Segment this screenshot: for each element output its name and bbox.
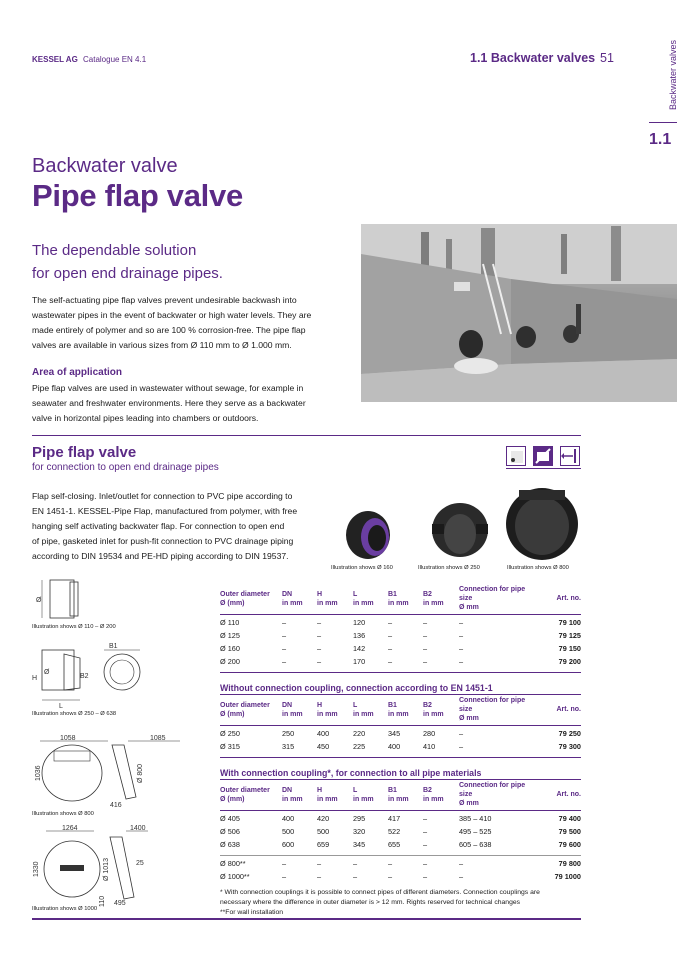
rule-line — [220, 694, 581, 695]
column-header — [459, 696, 531, 723]
table-cell: – — [282, 872, 287, 881]
table-cell: 600 — [282, 840, 295, 849]
drawing-caption-3: Illustration shows Ø 800 — [32, 811, 94, 817]
table-cell: – — [388, 644, 393, 653]
table-cell: 655 — [388, 840, 401, 849]
art-no-cell: 79 125 — [558, 631, 581, 640]
column-header-line: B1 — [388, 786, 397, 794]
table-cell: 136 — [353, 631, 366, 640]
table-header-row — [220, 781, 581, 808]
section-divider — [32, 435, 581, 436]
table-cell: – — [388, 859, 393, 868]
art-no-cell: 79 250 — [558, 729, 581, 738]
rule-line — [220, 614, 581, 615]
table-cell: 495 – 525 — [459, 827, 492, 836]
column-header-line: Connection for pipe size — [459, 782, 526, 798]
table-cell: – — [282, 618, 287, 627]
no-sewage-icon-art — [534, 447, 552, 465]
column-header-line: in mm — [388, 599, 409, 607]
dim-label: B2 — [80, 673, 89, 680]
column-header — [353, 585, 388, 612]
dim-label: Ø 800 — [137, 763, 144, 783]
intro-line: valves are available in various sizes from Ø 110 mm to Ø 1.000 mm. — [32, 340, 292, 350]
table-row — [220, 655, 581, 668]
desc-line: Flap self-closing. Inlet/outlet for connection to PVC pipe according to — [32, 491, 293, 501]
table-cell: 659 — [317, 840, 330, 849]
dim-label: B1 — [109, 643, 118, 650]
table-cell: – — [317, 872, 322, 881]
column-header — [282, 781, 317, 808]
table-cell: – — [423, 618, 428, 627]
column-header — [317, 585, 353, 612]
table-cell: 400 — [317, 729, 330, 738]
column-header-line: L — [353, 786, 358, 794]
table-cell: – — [317, 618, 322, 627]
table-cell: – — [353, 859, 358, 868]
table-footnote-row — [220, 907, 581, 917]
drawing-caption-4: Illustration shows Ø 1000 — [32, 906, 98, 912]
column-header-line: Ø (mm) — [220, 599, 245, 607]
table-cell: Ø 800** — [220, 859, 246, 868]
table-cell: 500 — [317, 827, 330, 836]
table-cell: Ø 200 — [220, 657, 240, 666]
column-header — [531, 781, 581, 808]
table-cell: Ø 160 — [220, 644, 240, 653]
column-header-line: in mm — [282, 710, 303, 718]
table-cell: 142 — [353, 644, 366, 653]
table-cell: Ø 315 — [220, 742, 240, 751]
table-cell: – — [423, 814, 428, 823]
dim-label: Ø — [44, 669, 50, 676]
column-header — [423, 781, 459, 808]
column-header-line: Ø (mm) — [220, 795, 245, 803]
column-header — [531, 696, 581, 723]
table-cell: Ø 250 — [220, 729, 240, 738]
column-header-line: H — [317, 701, 323, 709]
dim-label: 110 — [99, 895, 106, 907]
table-cell: – — [423, 657, 428, 666]
art-no-cell: 79 400 — [558, 814, 581, 823]
column-header — [282, 696, 317, 723]
column-header — [388, 585, 423, 612]
table-cell: – — [388, 872, 393, 881]
dim-label: Ø 1013 — [103, 858, 110, 881]
table-cell: 417 — [388, 814, 401, 823]
table-row — [220, 857, 581, 870]
column-header — [531, 585, 581, 612]
drawing-caption-1: Illustration shows Ø 110 – Ø 200 — [32, 624, 116, 630]
table-cell: 315 — [282, 742, 295, 751]
table-cell: – — [282, 859, 287, 868]
table-group-1 — [220, 585, 581, 917]
rule-line — [220, 810, 581, 811]
column-header-line: DN — [282, 786, 293, 794]
table-header-row — [220, 585, 581, 612]
column-header-line: in mm — [423, 795, 444, 803]
table-cell: 420 — [317, 814, 330, 823]
table-row — [220, 740, 581, 753]
table-cell: – — [317, 657, 322, 666]
column-header-line: B1 — [388, 701, 397, 709]
rule-line — [220, 725, 581, 726]
column-header — [317, 781, 353, 808]
column-header-line: Outer diameter — [220, 701, 270, 709]
column-header-line: B1 — [388, 590, 397, 598]
table-cell: – — [388, 657, 393, 666]
dim-label: 1264 — [62, 825, 78, 832]
area-heading: Area of application — [32, 367, 123, 378]
table-cell: – — [282, 631, 287, 640]
table-row — [220, 727, 581, 740]
art-no-cell: 79 200 — [558, 657, 581, 666]
title-block — [32, 155, 243, 214]
column-header-line: in mm — [353, 599, 374, 607]
product-photo-160 — [340, 505, 400, 563]
column-header-line: Connection for pipe size — [459, 697, 526, 713]
product-description — [32, 489, 332, 564]
column-header-line: Outer diameter — [220, 590, 270, 598]
table-group-title-row — [220, 673, 581, 693]
table-cell: 500 — [282, 827, 295, 836]
page-subtitle: Backwater valve — [32, 155, 178, 177]
table-footnote: * With connection couplings it is possible to connect pipes of different diameters. Connection couplings are — [220, 888, 540, 896]
table-cell: – — [317, 644, 322, 653]
wall-mount-icon-art — [561, 447, 579, 465]
dim-label: 1400 — [130, 825, 146, 832]
art-no-cell: 79 150 — [558, 644, 581, 653]
table-footnote-row — [220, 887, 581, 897]
product-tagline: for connection to open end drainage pipes — [32, 462, 219, 473]
table-cell: 605 – 638 — [459, 840, 492, 849]
column-header-line: in mm — [282, 599, 303, 607]
desc-line: EN 1451-1. KESSEL-Pipe Flap, manufactured from polymer, with free — [32, 506, 298, 516]
table-cell: Ø 506 — [220, 827, 240, 836]
column-header-line: Ø (mm) — [220, 710, 245, 718]
column-header-line: DN — [282, 701, 293, 709]
product-name: Pipe flap valve — [32, 444, 137, 461]
dim-label: 1058 — [60, 735, 76, 742]
column-header — [317, 696, 353, 723]
table-cell: – — [282, 657, 287, 666]
table-header-row — [220, 696, 581, 723]
table-cell: Ø 405 — [220, 814, 240, 823]
table-cell: – — [459, 618, 464, 627]
column-header-line: Art. no. — [556, 706, 581, 713]
spec-table — [220, 585, 581, 917]
desc-line: according to DIN 19534 and PE-HD piping according to DIN 19537. — [32, 551, 289, 561]
column-header — [423, 696, 459, 723]
column-header-line: Connection for pipe size — [459, 586, 526, 602]
column-header — [220, 781, 282, 808]
column-header-line: in mm — [317, 599, 338, 607]
table-cell: – — [423, 827, 428, 836]
table-cell: – — [459, 657, 464, 666]
table-cell: 170 — [353, 657, 366, 666]
table-cell: Ø 1000** — [220, 872, 250, 881]
table-cell: – — [423, 859, 428, 868]
column-header-line: Ø mm — [459, 715, 479, 722]
table-cell: 320 — [353, 827, 366, 836]
table-cell: 400 — [282, 814, 295, 823]
catalogue-label: Catalogue EN 4.1 — [83, 55, 147, 64]
table-cell: 120 — [353, 618, 366, 627]
table-row — [220, 629, 581, 642]
table-cell: 220 — [353, 729, 366, 738]
table-cell: – — [423, 631, 428, 640]
dim-label: 416 — [110, 802, 122, 809]
column-header — [388, 781, 423, 808]
table-cell: 295 — [353, 814, 366, 823]
table-group-title: With connection coupling*, for connection to all pipe materials — [220, 768, 482, 778]
drawing-250-638 — [32, 640, 144, 710]
table-cell: – — [388, 618, 393, 627]
lead-line-2: for open end drainage pipes. — [32, 265, 223, 282]
photo-caption-160: Illustration shows Ø 160 — [331, 565, 393, 571]
table-cell: 250 — [282, 729, 295, 738]
lead-line-1: The dependable solution — [32, 242, 197, 259]
art-no-cell: 79 100 — [558, 618, 581, 627]
section-title: 1.1 Backwater valves — [470, 51, 596, 65]
table-cell: – — [459, 729, 464, 738]
product-photo-250 — [424, 500, 492, 564]
dim-label: H — [32, 675, 38, 682]
wall-mount-icon — [560, 446, 580, 466]
table-cell: – — [317, 631, 322, 640]
table-row — [220, 838, 581, 851]
table-cell: – — [317, 859, 322, 868]
table-cell: Ø 638 — [220, 840, 240, 849]
table-row — [220, 825, 581, 838]
table-cell: – — [423, 644, 428, 653]
dim-label: 1036 — [35, 765, 42, 781]
icons-divider — [506, 468, 581, 469]
table-cell: – — [423, 872, 428, 881]
column-header-line: H — [317, 590, 323, 598]
table-cell: – — [459, 742, 464, 751]
table-cell: 345 — [353, 840, 366, 849]
column-header — [353, 781, 388, 808]
column-header-line: L — [353, 701, 358, 709]
drawing-800 — [32, 733, 184, 809]
area-paragraph — [32, 381, 352, 426]
table-cell: 450 — [317, 742, 330, 751]
installation-photo — [361, 224, 677, 402]
rule-line — [220, 855, 581, 856]
table-footnote-row — [220, 897, 581, 907]
table-cell: 345 — [388, 729, 401, 738]
page-title: Pipe flap valve — [32, 178, 243, 213]
flap-feature-icon — [506, 446, 526, 466]
column-header-line: Art. no. — [556, 595, 581, 602]
table-cell: Ø 110 — [220, 618, 240, 627]
drawing-1000 — [32, 825, 152, 909]
column-header-line: in mm — [388, 795, 409, 803]
intro-line: The self-actuating pipe flap valves prevent undesirable backwash into — [32, 295, 297, 305]
page-number: 51 — [600, 51, 614, 65]
column-header-line: H — [317, 786, 323, 794]
art-no-cell: 79 600 — [558, 840, 581, 849]
column-header — [353, 696, 388, 723]
drawing-110-200 — [36, 574, 86, 622]
column-header-line: Outer diameter — [220, 786, 270, 794]
brand-name: KESSEL AG — [32, 55, 78, 64]
table-row — [220, 870, 581, 883]
table-cell: 280 — [423, 729, 436, 738]
table-cell: – — [353, 872, 358, 881]
photo-caption-800: Illustration shows Ø 800 — [507, 565, 569, 571]
dim-label: 495 — [114, 900, 126, 907]
table-footnote: **For wall installation — [220, 908, 284, 916]
column-header-line: Art. no. — [556, 791, 581, 798]
desc-line: hanging self activating backwater flap. For connection to open end — [32, 521, 285, 531]
column-header — [423, 585, 459, 612]
column-header-line: Ø mm — [459, 604, 479, 611]
column-header — [220, 585, 282, 612]
column-header-line: in mm — [317, 795, 338, 803]
table-cell: – — [459, 631, 464, 640]
art-no-cell: 79 500 — [558, 827, 581, 836]
dim-label: L — [59, 703, 63, 710]
column-header — [459, 585, 531, 612]
dim-label: 1330 — [33, 861, 40, 877]
rule-line — [220, 779, 581, 780]
table-row — [220, 812, 581, 825]
product-photo-800 — [503, 486, 581, 564]
table-row — [220, 616, 581, 629]
column-header — [220, 696, 282, 723]
flap-feature-icon-art — [507, 447, 525, 465]
table-group-title-row — [220, 758, 581, 778]
table-cell: – — [388, 631, 393, 640]
area-line: Pipe flap valves are used in wastewater without sewage, for example in — [32, 383, 304, 393]
column-header-line: in mm — [423, 599, 444, 607]
column-header-line: in mm — [282, 795, 303, 803]
column-header-line: B2 — [423, 590, 432, 598]
intro-paragraph — [32, 293, 352, 353]
lead-text — [32, 239, 223, 285]
side-tab-label: Backwater valves — [668, 39, 678, 111]
art-no-cell: 79 300 — [558, 742, 581, 751]
dim-label: Ø — [36, 597, 42, 604]
column-header-line: in mm — [423, 710, 444, 718]
column-header-line: L — [353, 590, 358, 598]
drawing-caption-2: Illustration shows Ø 250 – Ø 638 — [32, 711, 117, 717]
column-header — [388, 696, 423, 723]
area-line: valve in horizontal pipes leading into chambers or outdoors. — [32, 413, 259, 423]
installation-photo-art — [361, 224, 677, 402]
table-cell: 400 — [388, 742, 401, 751]
column-header-line: in mm — [353, 795, 374, 803]
art-no-cell: 79 1000 — [554, 872, 581, 881]
column-header — [282, 585, 317, 612]
table-cell: Ø 125 — [220, 631, 240, 640]
column-header — [459, 781, 531, 808]
column-header-line: in mm — [317, 710, 338, 718]
table-group-title: Without connection coupling, connection according to EN 1451-1 — [220, 683, 493, 693]
dim-label: 25 — [136, 860, 144, 867]
side-tab-divider — [649, 122, 677, 123]
no-sewage-icon — [533, 446, 553, 466]
dim-label: 1085 — [150, 735, 166, 742]
table-cell: – — [282, 644, 287, 653]
intro-line: made entirely of polymer and so are 100 % corrosion-free. The pipe flap — [32, 325, 306, 335]
table-cell: 410 — [423, 742, 436, 751]
table-row — [220, 642, 581, 655]
table-cell: – — [459, 872, 464, 881]
side-tab — [660, 40, 676, 115]
table-cell: 225 — [353, 742, 366, 751]
column-header-line: in mm — [353, 710, 374, 718]
table-footnote: necessary where the difference in outer diameter is > 12 mm. Rights reserved for technical changes — [220, 898, 521, 906]
side-tab-number: 1.1 — [649, 131, 672, 148]
art-no-cell: 79 800 — [558, 859, 581, 868]
table-cell: – — [459, 859, 464, 868]
desc-line: of pipe, gasketed inlet for push-fit connection to PVC drainage piping — [32, 536, 294, 546]
column-header-line: B2 — [423, 786, 432, 794]
spec-table-wrap — [220, 585, 581, 917]
table-cell: – — [423, 840, 428, 849]
column-header-line: Ø mm — [459, 800, 479, 807]
column-header-line: in mm — [388, 710, 409, 718]
table-cell: 385 – 410 — [459, 814, 492, 823]
intro-line: wastewater pipes in the event of backwater or high water levels. They are — [32, 310, 312, 320]
photo-caption-250: Illustration shows Ø 250 — [418, 565, 480, 571]
table-cell: – — [459, 644, 464, 653]
column-header-line: B2 — [423, 701, 432, 709]
area-line: seawater and freshwater environments. Here they serve as a backwater — [32, 398, 306, 408]
column-header-line: DN — [282, 590, 293, 598]
table-cell: 522 — [388, 827, 401, 836]
bottom-divider — [32, 918, 581, 920]
